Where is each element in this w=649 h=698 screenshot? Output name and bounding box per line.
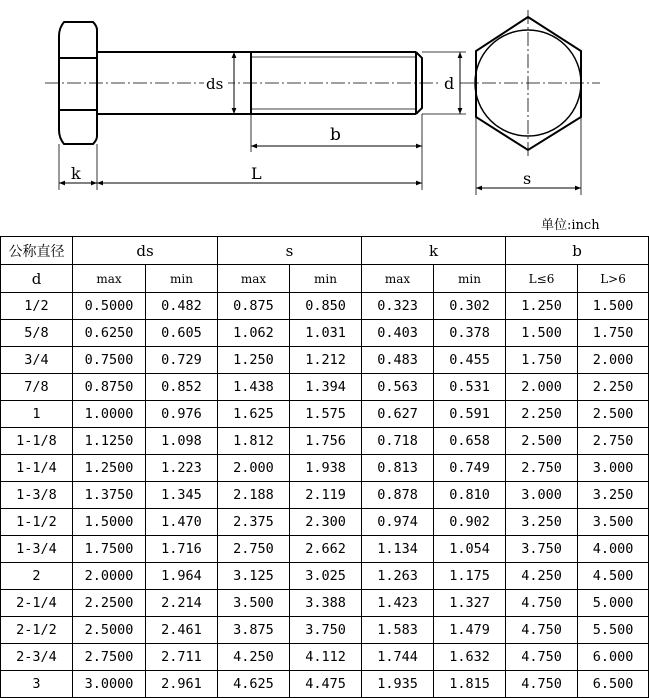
cell-d: 2-1/2 <box>1 617 73 644</box>
cell-b-gt6: 5.500 <box>578 617 649 644</box>
cell-k-min: 0.455 <box>434 347 506 374</box>
cell-s-min: 1.031 <box>290 320 362 347</box>
cell-b-gt6: 2.500 <box>578 401 649 428</box>
header-row-groups <box>1 237 649 265</box>
dimensions-table <box>0 236 649 698</box>
cell-k-min: 0.658 <box>434 428 506 455</box>
table-row <box>1 644 649 671</box>
cell-b-gt6: 1.750 <box>578 320 649 347</box>
cell-d: 1-3/4 <box>1 536 73 563</box>
cell-ds-min: 2.711 <box>146 644 218 671</box>
cell-k-min: 0.378 <box>434 320 506 347</box>
b-label: b <box>330 125 341 145</box>
cell-b-le6: 2.500 <box>506 428 578 455</box>
cell-ds-max: 1.3750 <box>73 482 146 509</box>
cell-s-max: 3.875 <box>218 617 290 644</box>
cell-ds-min: 1.098 <box>146 428 218 455</box>
cell-b-le6: 4.750 <box>506 617 578 644</box>
cell-k-min: 0.810 <box>434 482 506 509</box>
cell-b-gt6: 3.250 <box>578 482 649 509</box>
cell-b-le6: 1.750 <box>506 347 578 374</box>
cell-d: 5/8 <box>1 320 73 347</box>
cell-d: 1-1/2 <box>1 509 73 536</box>
cell-k-min: 0.302 <box>434 293 506 320</box>
table-row <box>1 590 649 617</box>
cell-ds-min: 0.605 <box>146 320 218 347</box>
header-b-gt6: L>6 <box>578 265 649 293</box>
cell-ds-min: 0.729 <box>146 347 218 374</box>
cell-ds-max: 1.0000 <box>73 401 146 428</box>
cell-s-min: 0.850 <box>290 293 362 320</box>
cell-ds-max: 0.7500 <box>73 347 146 374</box>
cell-b-le6: 3.750 <box>506 536 578 563</box>
table-row <box>1 401 649 428</box>
cell-s-max: 1.812 <box>218 428 290 455</box>
bolt-head-end-view <box>460 10 600 158</box>
cell-s-max: 1.625 <box>218 401 290 428</box>
cell-d: 3/4 <box>1 347 73 374</box>
cell-s-min: 3.750 <box>290 617 362 644</box>
cell-k-min: 1.327 <box>434 590 506 617</box>
cell-s-min: 3.025 <box>290 563 362 590</box>
table-row <box>1 617 649 644</box>
header-k: k <box>362 237 506 265</box>
cell-b-le6: 2.000 <box>506 374 578 401</box>
cell-b-gt6: 4.500 <box>578 563 649 590</box>
cell-b-gt6: 2.250 <box>578 374 649 401</box>
header-ds-min: min <box>146 265 218 293</box>
header-b: b <box>506 237 649 265</box>
cell-d: 1-1/4 <box>1 455 73 482</box>
cell-b-le6: 4.250 <box>506 563 578 590</box>
cell-b-gt6: 4.000 <box>578 536 649 563</box>
cell-d: 2-3/4 <box>1 644 73 671</box>
cell-s-max: 1.062 <box>218 320 290 347</box>
cell-ds-max: 1.1250 <box>73 428 146 455</box>
cell-s-min: 2.119 <box>290 482 362 509</box>
cell-b-gt6: 1.500 <box>578 293 649 320</box>
cell-ds-max: 3.0000 <box>73 671 146 698</box>
cell-k-min: 0.531 <box>434 374 506 401</box>
cell-ds-max: 0.6250 <box>73 320 146 347</box>
cell-k-min: 0.591 <box>434 401 506 428</box>
header-s-max: max <box>218 265 290 293</box>
cell-ds-min: 2.461 <box>146 617 218 644</box>
cell-k-max: 0.627 <box>362 401 434 428</box>
header-b-le6: L≤6 <box>506 265 578 293</box>
cell-s-max: 3.500 <box>218 590 290 617</box>
cell-b-le6: 3.250 <box>506 509 578 536</box>
bolt-technical-drawing <box>0 0 649 205</box>
cell-s-min: 4.475 <box>290 671 362 698</box>
cell-ds-min: 2.214 <box>146 590 218 617</box>
cell-ds-max: 1.2500 <box>73 455 146 482</box>
table-row <box>1 374 649 401</box>
cell-s-max: 2.750 <box>218 536 290 563</box>
cell-s-min: 1.212 <box>290 347 362 374</box>
cell-k-max: 1.134 <box>362 536 434 563</box>
cell-b-le6: 4.750 <box>506 644 578 671</box>
cell-k-max: 1.423 <box>362 590 434 617</box>
cell-ds-min: 0.976 <box>146 401 218 428</box>
cell-b-le6: 2.250 <box>506 401 578 428</box>
table-row <box>1 671 649 698</box>
header-k-min: min <box>434 265 506 293</box>
cell-k-max: 0.403 <box>362 320 434 347</box>
cell-d: 1/2 <box>1 293 73 320</box>
cell-b-gt6: 5.000 <box>578 590 649 617</box>
s-label: s <box>523 169 532 188</box>
cell-k-min: 1.054 <box>434 536 506 563</box>
cell-s-max: 2.188 <box>218 482 290 509</box>
cell-k-max: 0.718 <box>362 428 434 455</box>
cell-b-le6: 2.750 <box>506 455 578 482</box>
cell-k-min: 1.175 <box>434 563 506 590</box>
cell-d: 2-1/4 <box>1 590 73 617</box>
cell-k-max: 0.974 <box>362 509 434 536</box>
cell-s-max: 1.250 <box>218 347 290 374</box>
cell-d: 2 <box>1 563 73 590</box>
cell-k-max: 1.935 <box>362 671 434 698</box>
table-row <box>1 536 649 563</box>
header-ds-max: max <box>73 265 146 293</box>
cell-k-max: 1.744 <box>362 644 434 671</box>
table-row <box>1 455 649 482</box>
cell-ds-max: 2.5000 <box>73 617 146 644</box>
cell-k-max: 1.583 <box>362 617 434 644</box>
cell-b-le6: 4.750 <box>506 671 578 698</box>
cell-s-max: 4.250 <box>218 644 290 671</box>
cell-ds-max: 1.7500 <box>73 536 146 563</box>
cell-s-min: 3.388 <box>290 590 362 617</box>
cell-k-max: 0.878 <box>362 482 434 509</box>
cell-b-gt6: 3.500 <box>578 509 649 536</box>
cell-ds-min: 1.716 <box>146 536 218 563</box>
cell-k-min: 0.902 <box>434 509 506 536</box>
cell-d: 1-3/8 <box>1 482 73 509</box>
cell-k-max: 0.563 <box>362 374 434 401</box>
header-s-min: min <box>290 265 362 293</box>
cell-b-le6: 3.000 <box>506 482 578 509</box>
unit-label: 单位:inch <box>541 218 600 233</box>
header-row-subcolumns <box>1 265 649 293</box>
cell-b-gt6: 3.000 <box>578 455 649 482</box>
cell-ds-max: 0.5000 <box>73 293 146 320</box>
cell-k-min: 1.479 <box>434 617 506 644</box>
cell-k-min: 1.815 <box>434 671 506 698</box>
cell-s-max: 3.125 <box>218 563 290 590</box>
cell-b-gt6: 2.000 <box>578 347 649 374</box>
cell-ds-min: 0.482 <box>146 293 218 320</box>
cell-ds-min: 0.852 <box>146 374 218 401</box>
cell-b-gt6: 6.500 <box>578 671 649 698</box>
cell-s-min: 1.575 <box>290 401 362 428</box>
cell-s-min: 2.662 <box>290 536 362 563</box>
cell-k-max: 0.483 <box>362 347 434 374</box>
cell-ds-min: 2.961 <box>146 671 218 698</box>
d-label: d <box>444 74 455 93</box>
table-row <box>1 320 649 347</box>
cell-s-max: 1.438 <box>218 374 290 401</box>
cell-d: 1-1/8 <box>1 428 73 455</box>
table-row <box>1 509 649 536</box>
cell-ds-min: 1.345 <box>146 482 218 509</box>
table-row <box>1 482 649 509</box>
cell-s-min: 1.938 <box>290 455 362 482</box>
cell-s-max: 0.875 <box>218 293 290 320</box>
cell-d: 7/8 <box>1 374 73 401</box>
cell-ds-max: 2.2500 <box>73 590 146 617</box>
cell-b-le6: 4.750 <box>506 590 578 617</box>
cell-s-max: 2.375 <box>218 509 290 536</box>
ds-label: ds <box>206 75 224 93</box>
k-label: k <box>71 164 81 183</box>
cell-k-min: 0.749 <box>434 455 506 482</box>
cell-k-max: 0.813 <box>362 455 434 482</box>
cell-d: 1 <box>1 401 73 428</box>
header-s: s <box>218 237 362 265</box>
cell-ds-min: 1.470 <box>146 509 218 536</box>
cell-ds-max: 0.8750 <box>73 374 146 401</box>
header-nominal-diameter: 公称直径 <box>1 237 73 265</box>
cell-ds-min: 1.964 <box>146 563 218 590</box>
cell-s-max: 2.000 <box>218 455 290 482</box>
table-row <box>1 347 649 374</box>
table-row <box>1 563 649 590</box>
cell-ds-max: 1.5000 <box>73 509 146 536</box>
header-ds: ds <box>73 237 218 265</box>
table-row <box>1 293 649 320</box>
header-d: d <box>1 265 73 293</box>
cell-b-gt6: 2.750 <box>578 428 649 455</box>
cell-k-max: 1.263 <box>362 563 434 590</box>
cell-ds-max: 2.0000 <box>73 563 146 590</box>
cell-s-min: 4.112 <box>290 644 362 671</box>
cell-b-le6: 1.250 <box>506 293 578 320</box>
cell-s-min: 2.300 <box>290 509 362 536</box>
L-label: L <box>251 164 262 183</box>
cell-s-min: 1.394 <box>290 374 362 401</box>
cell-b-le6: 1.500 <box>506 320 578 347</box>
cell-d: 3 <box>1 671 73 698</box>
table-row <box>1 428 649 455</box>
cell-ds-max: 2.7500 <box>73 644 146 671</box>
cell-s-max: 4.625 <box>218 671 290 698</box>
cell-k-min: 1.632 <box>434 644 506 671</box>
cell-b-gt6: 6.000 <box>578 644 649 671</box>
cell-k-max: 0.323 <box>362 293 434 320</box>
cell-s-min: 1.756 <box>290 428 362 455</box>
cell-ds-min: 1.223 <box>146 455 218 482</box>
header-k-max: max <box>362 265 434 293</box>
